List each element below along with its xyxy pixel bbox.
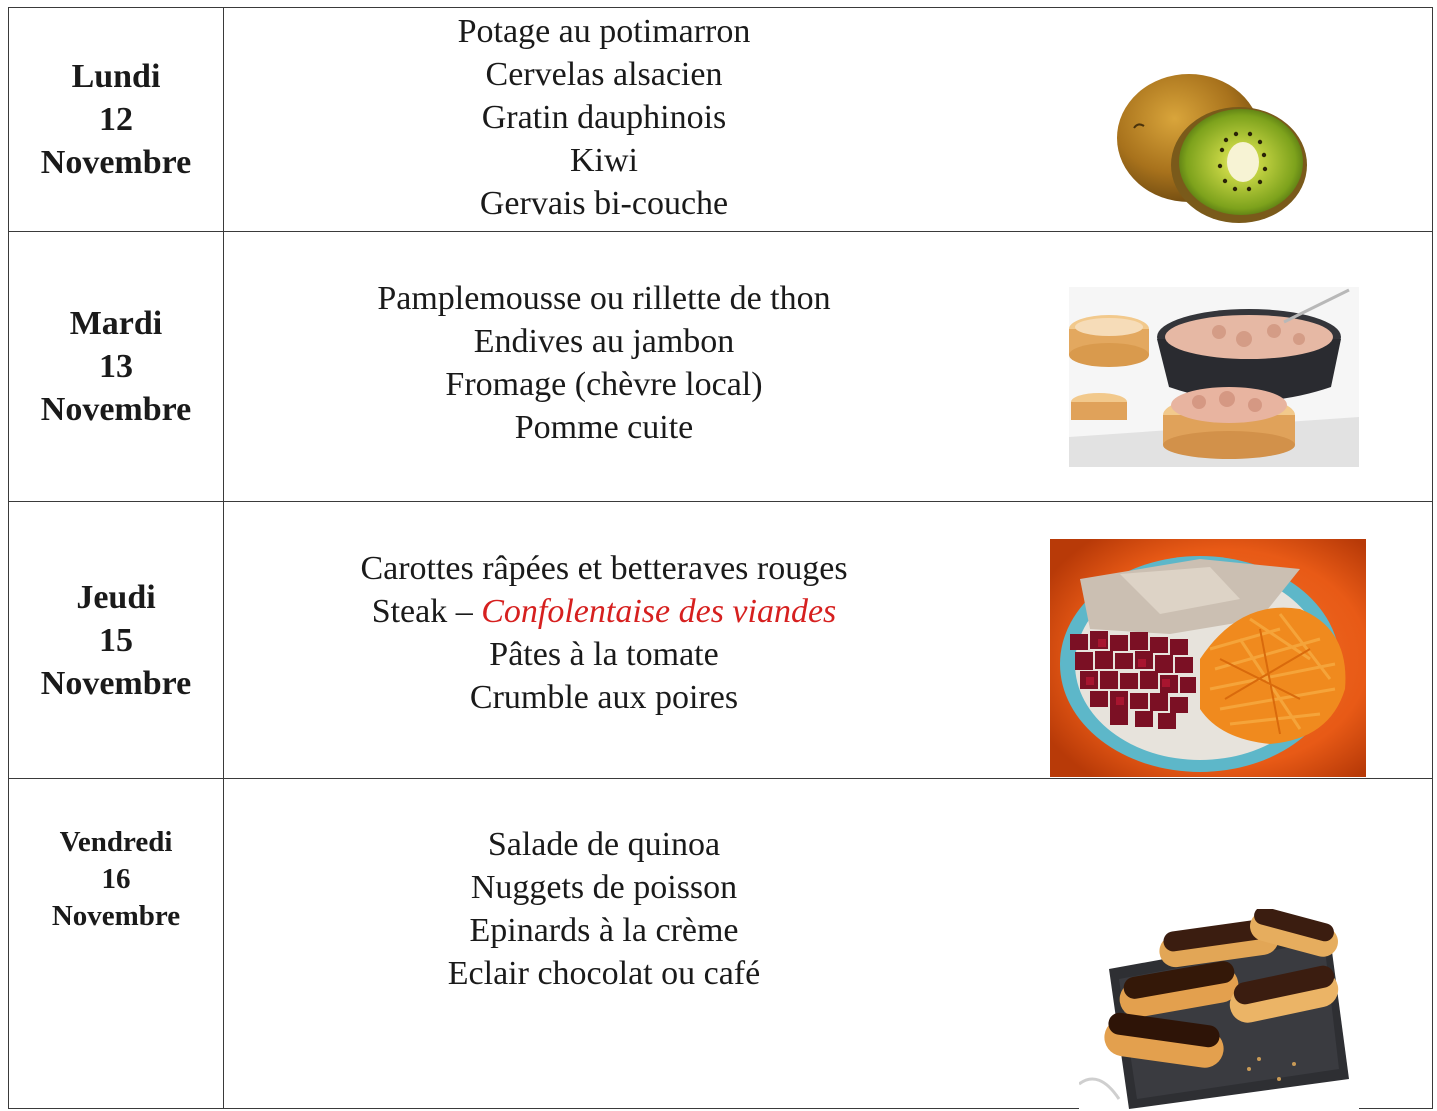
dish-item: Pomme cuite [514, 409, 694, 446]
menu-table [8, 7, 1433, 1109]
day-cell [9, 232, 224, 502]
menu-row-lundi [9, 8, 1433, 232]
day-month: Novembre [40, 144, 192, 181]
menu-content-cell [224, 232, 1433, 502]
menu-row-jeudi [9, 502, 1433, 779]
dish-item: Potage au potimarron [457, 13, 751, 50]
day-name: Vendredi [59, 825, 173, 858]
menu-content-cell [224, 779, 1433, 1109]
dish-item: Pamplemousse ou rillette de thon [377, 280, 831, 317]
dish-item: Nuggets de poisson [470, 869, 738, 906]
dish-list [224, 547, 984, 719]
menu-row-mardi [9, 232, 1433, 502]
day-number: 13 [99, 348, 133, 385]
dish-list [224, 823, 984, 995]
day-number: 15 [99, 621, 133, 659]
dish-item: Fromage (chèvre local) [445, 366, 763, 403]
grated-salad-plate-image [1050, 539, 1366, 777]
dish-item: Eclair chocolat ou café [447, 955, 761, 992]
dish-item [224, 590, 984, 633]
menu-content-cell [224, 8, 1433, 232]
dish-item: Carottes râpées et betteraves rouges [360, 550, 848, 587]
dish-item: Epinards à la crème [469, 912, 739, 949]
kiwi-image [1104, 58, 1324, 228]
dish-item: Salade de quinoa [487, 826, 721, 863]
day-month: Novembre [51, 899, 181, 932]
supplier-highlight: Confolentaise des viandes [481, 593, 837, 630]
dish-item-prefix: Steak – [371, 593, 482, 630]
dish-item: Cervelas alsacien [485, 56, 723, 93]
dish-item: Kiwi [570, 142, 638, 179]
day-month: Novembre [40, 664, 192, 702]
tuna-rillette-image [1069, 287, 1359, 467]
dish-list [224, 10, 984, 225]
dish-item: Crumble aux poires [469, 679, 739, 716]
day-number: 12 [99, 101, 133, 138]
day-name: Mardi [69, 305, 163, 342]
menu-row-vendredi [9, 779, 1433, 1109]
dish-item: Gratin dauphinois [481, 99, 727, 136]
day-month: Novembre [40, 391, 192, 428]
day-cell [9, 779, 224, 1109]
day-number: 16 [101, 862, 131, 895]
dish-item: Gervais bi-couche [479, 185, 729, 222]
day-name: Lundi [71, 58, 161, 95]
day-cell [9, 8, 224, 232]
menu-content-cell [224, 502, 1433, 779]
dish-list [224, 277, 984, 449]
dish-item: Endives au jambon [473, 323, 735, 360]
day-name: Jeudi [76, 578, 156, 616]
day-cell [9, 502, 224, 779]
dish-item: Pâtes à la tomate [489, 636, 719, 673]
eclairs-image [1079, 909, 1359, 1109]
